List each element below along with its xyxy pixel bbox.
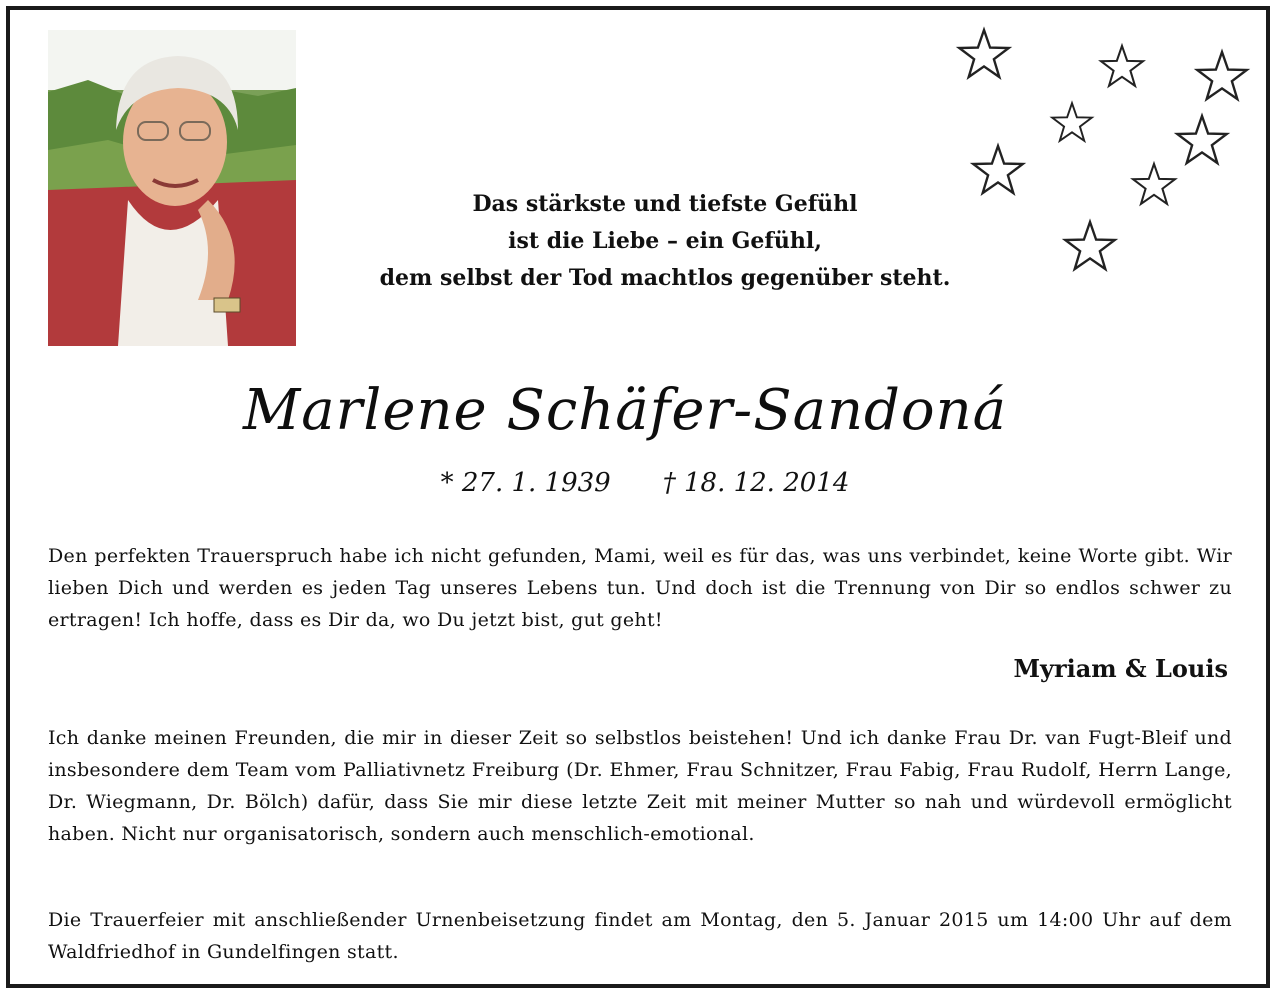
star-icon bbox=[1101, 46, 1143, 86]
portrait-photo bbox=[48, 30, 296, 346]
quote-line: Das stärkste und tiefste Gefühl bbox=[472, 191, 858, 217]
family-message: Den perfekten Trauerspruch habe ich nicht gefunden, Mami, weil es für das, was uns verbindet, keine Worte gibt. Wir lieben Dich und werden es jeden Tag unseres Lebens tun. Und doch ist die Trennung von Dir so endlos schwer zu ertragen! Ich hoffe, dass es Dir da, wo Du jetzt bist, gut geht! bbox=[48, 545, 1232, 631]
quote-line: dem selbst der Tod machtlos gegenüber steht. bbox=[379, 265, 951, 291]
deceased-name: Marlene Schäfer-Sandoná bbox=[242, 378, 1008, 443]
life-dates bbox=[0, 468, 1280, 498]
star-icon bbox=[1197, 52, 1246, 99]
birth-date: * 27. 1. 1939 bbox=[440, 468, 611, 498]
message-signature: Myriam & Louis bbox=[1013, 654, 1228, 683]
star-icon bbox=[1177, 116, 1226, 163]
funeral-service-info: Die Trauerfeier mit anschließender Urnenbeisetzung findet am Montag, den 5. Januar 2015 um 14:00 Uhr auf dem Waldfriedhof in Gundelfingen statt. bbox=[48, 909, 1232, 963]
star-icon bbox=[1065, 222, 1114, 269]
star-icon bbox=[1133, 164, 1175, 204]
quote-line: ist die Liebe – ein Gefühl, bbox=[508, 228, 822, 254]
thanks-paragraph: Ich danke meinen Freunden, die mir in dieser Zeit so selbstlos beistehen! Und ich danke Frau Dr. van Fugt-Bleif und insbesondere dem Team vom Palliativnetz Freiburg (Dr. Ehmer, Frau Schnitzer, Frau Fabig, Frau Rudolf, Herrn Lange, Dr. Wiegmann, Dr. Bölch) dafür, dass Sie mir diese letzte Zeit mit meiner Mutter so nah und würdevoll ermöglicht haben. Nicht nur organisatorisch, sondern auch menschlich-emotional. bbox=[48, 727, 1232, 845]
death-date: † 18. 12. 2014 bbox=[662, 468, 850, 498]
star-icon bbox=[1052, 103, 1092, 141]
portrait-illustration bbox=[48, 30, 296, 346]
memorial-quote bbox=[310, 186, 1020, 297]
star-icon bbox=[959, 30, 1008, 77]
